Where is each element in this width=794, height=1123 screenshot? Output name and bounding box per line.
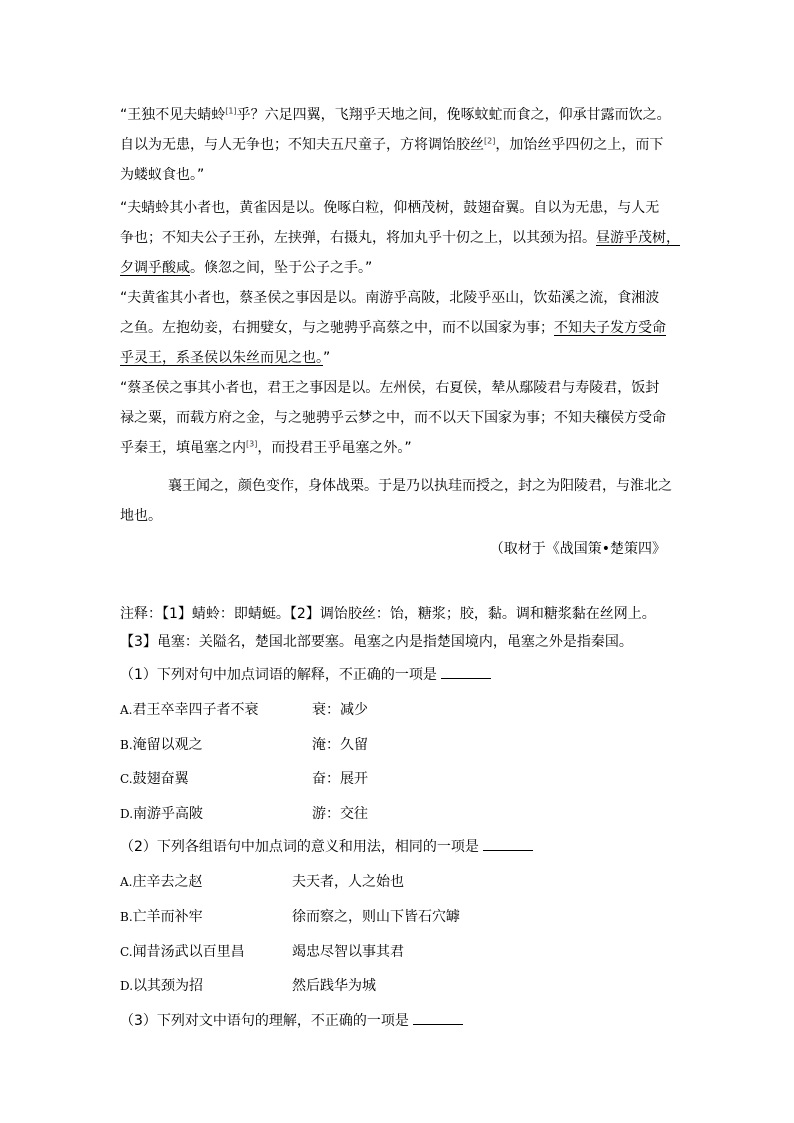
text-span: 争也；不知夫公子王孙，左挟弹，右摄丸，将加丸乎十仞之上，以其颈为招。 <box>120 230 596 246</box>
paragraph-line <box>120 343 680 373</box>
text-span: 。倏忽之间，坠于公子之手。” <box>190 260 373 276</box>
question-2-option-b <box>120 906 460 926</box>
passage-paragraph-4 <box>120 373 680 463</box>
option-letter: C. <box>120 772 133 786</box>
passage-paragraph-5 <box>120 471 680 531</box>
paragraph-line <box>120 313 680 343</box>
text-span: ，而投君王乎黾塞之外。” <box>257 440 412 456</box>
question-text: （3）下列对文中语句的理解，不正确的一项是 <box>120 1013 409 1029</box>
paragraph-line: 禄之粟，而载方府之金，与之驰骋乎云梦之中，而不以天下国家为事；不知夫穰侯方受命 <box>120 410 666 426</box>
paragraph-line <box>120 130 680 160</box>
question-1-option-d <box>120 803 368 823</box>
text-span: ” <box>323 350 331 366</box>
footnote-marker: [2] <box>484 136 496 146</box>
question-3-prompt <box>120 1010 463 1030</box>
option-text: 南游乎高陂 <box>133 806 204 822</box>
question-2-option-a <box>120 871 404 891</box>
question-2-prompt <box>120 836 533 856</box>
option-letter: B. <box>120 910 133 924</box>
question-2-option-d <box>120 975 376 995</box>
option-text: 淹留以观之 <box>132 737 203 753</box>
option-explanation: 游：交往 <box>312 806 368 822</box>
option-explanation: 淹：久留 <box>312 737 368 753</box>
option-explanation: 衰：减少 <box>312 702 368 718</box>
annotation-line: 注释：【1】蜻蛉：即蜻蜓。【2】调饴胶丝：饴，糖浆；胶，黏。调和糖浆黏在丝网上。 <box>120 606 656 622</box>
option-text: 庄辛去之赵 <box>132 874 203 890</box>
option-letter: A. <box>120 703 133 717</box>
option-explanation: 然后践华为城 <box>292 978 376 994</box>
passage-paragraph-2 <box>120 193 680 283</box>
answer-blank[interactable] <box>413 1023 463 1025</box>
paragraph-line: “蔡圣侯之事其小者也，君王之事因是以。左州侯，右夏侯，辇从鄢陵君与寿陵君，饭封 <box>120 380 660 396</box>
question-text: （1）下列对句中加点词语的解释，不正确的一项是 <box>120 667 437 683</box>
text-span: ，加饴丝乎四仞之上，而下 <box>495 137 664 153</box>
underlined-text: 不知夫子发方受命 <box>554 320 666 336</box>
paragraph-line: 为蝼蚁食也。” <box>120 167 205 183</box>
answer-blank[interactable] <box>483 849 533 851</box>
option-text: 以其颈为招 <box>133 978 204 994</box>
paragraph-line <box>120 433 680 463</box>
paragraph-line: “夫蜻蛉其小者也，黄雀因是以。俛啄白粒，仰栖茂树，鼓翅奋翼。自以为无患，与人无 <box>120 200 660 216</box>
option-text: 鼓翅奋翼 <box>132 771 189 787</box>
paragraph-line <box>120 253 680 283</box>
paragraph-line <box>120 100 680 130</box>
option-explanation: 徐而察之，则山下皆石穴罅 <box>292 909 460 925</box>
option-text: 亡羊而补牢 <box>132 909 203 925</box>
option-explanation: 竭忠尽智以事其君 <box>292 944 404 960</box>
text-span: 之鱼。左抱幼妾，右拥嬖女，与之驰骋乎高蔡之中，而不以国家为事； <box>120 320 554 336</box>
option-letter: C. <box>120 945 133 959</box>
text-span: 自以为无患，与人无争也；不知夫五尺童子，方将调饴胶丝 <box>120 137 484 153</box>
annotations <box>120 600 656 656</box>
option-letter: B. <box>120 738 133 752</box>
underlined-text: 昼游乎茂树， <box>596 230 680 246</box>
question-1-option-a <box>120 699 368 719</box>
option-text: 闻昔汤武以百里昌 <box>132 944 245 960</box>
text-span: 乎？六足四翼，飞翔乎天地之间，俛啄蚊虻而食之，仰承甘露而饮之。 <box>236 107 671 123</box>
footnote-marker: [1] <box>225 106 237 116</box>
paragraph-line: 地也。 <box>120 508 162 524</box>
question-2-option-c <box>120 941 404 961</box>
passage-paragraph-3 <box>120 283 680 373</box>
option-letter: A. <box>120 875 133 889</box>
question-1-option-c <box>120 768 368 788</box>
paragraph-line: 襄王闻之，颜色变作，身体战栗。于是乃以执珪而授之，封之为阳陵君，与淮北之 <box>168 478 672 494</box>
question-1-option-b <box>120 734 368 754</box>
question-text: （2）下列各组语句中加点词的意义和用法，相同的一项是 <box>120 839 479 855</box>
question-1-prompt <box>120 664 491 684</box>
option-explanation: 奋：展开 <box>312 771 368 787</box>
source-citation: （取材于《战国策•楚策四》 <box>489 541 666 557</box>
annotation-line: 【3】黾塞：关隘名，楚国北部要塞。黾塞之内是指楚国境内，黾塞之外是指秦国。 <box>120 634 633 650</box>
text-span: “王独不见夫蜻蛉 <box>120 107 226 123</box>
answer-blank[interactable] <box>441 677 491 679</box>
underlined-text: 夕调乎酸咸 <box>120 260 190 276</box>
option-letter: D. <box>120 807 134 821</box>
passage-paragraph-1 <box>120 100 680 190</box>
paragraph-line: “夫黄雀其小者也，蔡圣侯之事因是以。南游乎高陂，北陵乎巫山，饮茹溪之流，食湘波 <box>120 290 660 306</box>
footnote-marker: [3] <box>246 439 258 449</box>
text-span: 乎秦王，填黾塞之内 <box>120 440 246 456</box>
underlined-text: 乎灵王，系圣侯以朱丝而见之也。 <box>120 350 323 366</box>
option-explanation: 夫天者，人之始也 <box>292 874 404 890</box>
option-text: 君王卒幸四子者不衰 <box>132 702 259 718</box>
option-letter: D. <box>120 979 134 993</box>
paragraph-line <box>120 223 680 253</box>
